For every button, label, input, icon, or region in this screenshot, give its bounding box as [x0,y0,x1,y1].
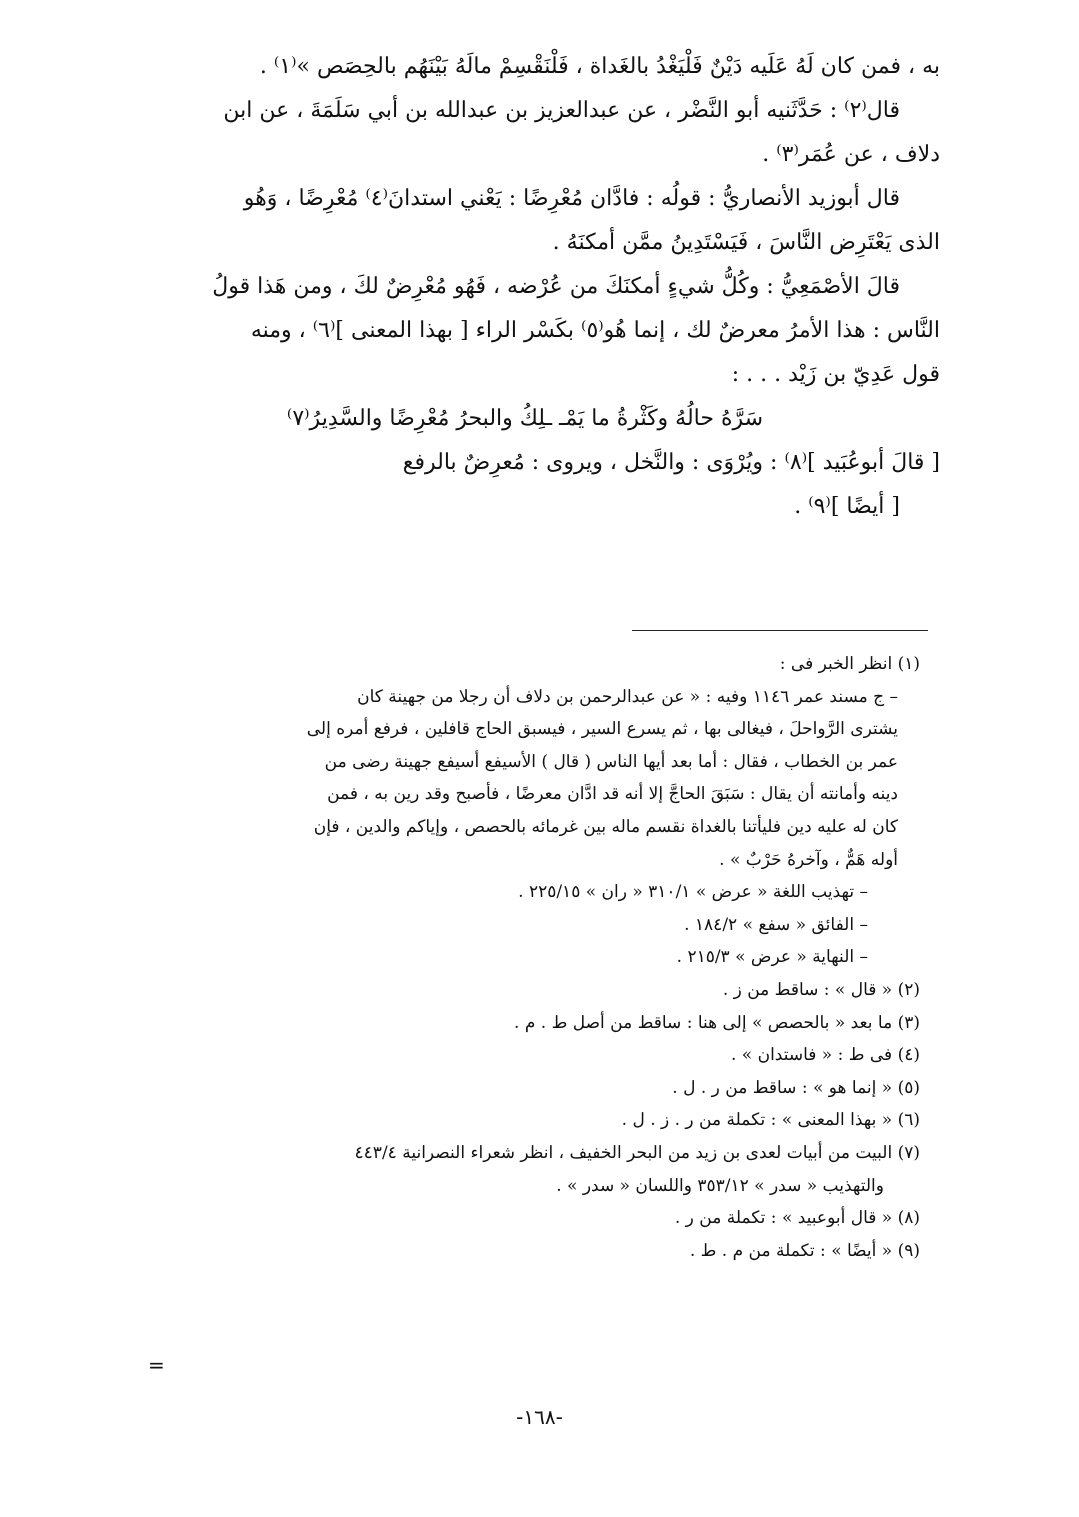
footnote: (٨) « قال أبوعبيد » : تكملة من ر . [674,1208,920,1229]
footnote-line: – ج مسند عمر ١١٤٦ وفيه : « عن عبدالرحمن بن دلاف أن رجلا من جهينة كان [357,686,898,707]
text-line: قال أبوزيد الأنصاريُّ : قولُه : فادَّان مُعْرِضًا : يَعْني استدانَ⁽٤⁾ مُعْرِضًا ، وَهُو [243,186,900,211]
footnote-reference: – تهذيب اللغة « عرض » ٣١٠/١ « ران » ٢٢٥/١٥ . [518,882,868,903]
main-text [150,45,940,529]
footnote: (٧) البيت من أبيات لعدى بن زيد من البحر الخفيف ، انظر شعراء النصرانية ٤٤٣/٤ [354,1142,920,1163]
text-line: دلاف ، عن عُمَر⁽٣⁾ . [762,142,940,167]
footnote-reference: – الفائق « سفع » ١٨٤/٢ . [684,914,868,935]
footnote-line: دينه وأمانته أن يقال : سَبَقَ الحاجَّ إلا أنه قد ادَّان معرضًا ، فأصبح وقد رين به ، فمن [327,784,898,805]
footnote-line: عمر بن الخطاب ، فقال : أما بعد أيها الناس ( قال ) الأسيفع أسيفع جهينة رضى من [324,751,898,772]
text-line: [ أيضًا ]⁽٩⁾ . [794,494,900,519]
text-line: [ قالَ أبوعُبَيد ]⁽٨⁾ : ويُرْوَى : والنَّخل ، ويروى : مُعرِضٌ بالرفع [402,450,940,475]
footnote: (٣) ما بعد « بالحصص » إلى هنا : ساقط من أصل ط . م . [514,1012,920,1033]
stray-mark: = [148,1353,165,1377]
text-line: النَّاس : هذا الأمرُ معرضٌ لك ، إنما هُو⁽٥⁾ بكَسْر الراء [ بهذا المعنى ]⁽٦⁾ ، ومنه [250,318,940,343]
footnote: (٤) فى ط : « فاستدان » . [730,1045,920,1066]
text-line: الذى يَعْتَرِض النَّاسَ ، فَيَسْتَدِينُ ممَّن أمكنَهُ . [552,230,940,255]
page-number: -١٦٨- [516,1405,563,1429]
footnote: (٩) « أيضًا » : تكملة من م . ط . [689,1240,920,1261]
footnote: (٦) « بهذا المعنى » : تكملة من ر . ز . ل . [621,1110,920,1131]
footnote-line: أوله هَمٌّ ، وآخرهُ حَرْبٌ » . [719,849,898,870]
footnote: (٢) « قال » : ساقط من ز . [722,979,920,1000]
text-line: قال⁽٢⁾ : حَدَّثَنيه أبو النَّضْر ، عن عبدالعزيز بن عبدالله بن أبي سَلَمَةَ ، عن ابن [223,98,900,123]
footnote-line: يشترى الرَّواحلَ ، فيغالى بها ، ثم يسرع السير ، فيسبق الحاج قافلين ، فرفع أمره إلى [306,719,898,740]
poem-verse: سَرَّهُ حالُهُ وكَثْرةُ ما يَمْـ ـلِكُ والبحرُ مُعْرِضًا والسَّدِيرُ⁽٧⁾ [286,406,764,431]
footnotes [150,648,920,1267]
footnote-heading: (١) انظر الخبر فى : [779,654,920,674]
footnote: (٥) « إنما هو » : ساقط من ر . ل . [672,1077,920,1098]
text-line: قالَ الأصْمَعِيُّ : وكُلُّ شيءٍ أمكنَكَ من عُرْضه ، فَهُو مُعْرِضٌ لكَ ، ومن هَذا قولُ [212,274,900,299]
text-line: قول عَدِيّ بن زَيْد . . . : [731,362,940,387]
footnote-continuation: والتهذيب « سدر » ٣٥٣/١٢ واللسان « سدر » . [556,1175,884,1196]
text-line: به ، فمن كان لَهُ عَلَيه دَيْنٌ فَلْيَغْدُ بالغَداة ، فَلْنَقْسِمْ مالَهُ بَيْنَهُم بالحِصَص »⁽١⁾ . [259,54,940,79]
footnote-reference: – النهاية « عرض » ٢١٥/٣ . [676,947,868,968]
footnote-divider [632,630,928,631]
footnote-line: كان له عليه دين فليأتنا بالغداة نقسم ماله بين غرمائه بالحصص ، وإياكم والدين ، فإن [313,816,898,837]
